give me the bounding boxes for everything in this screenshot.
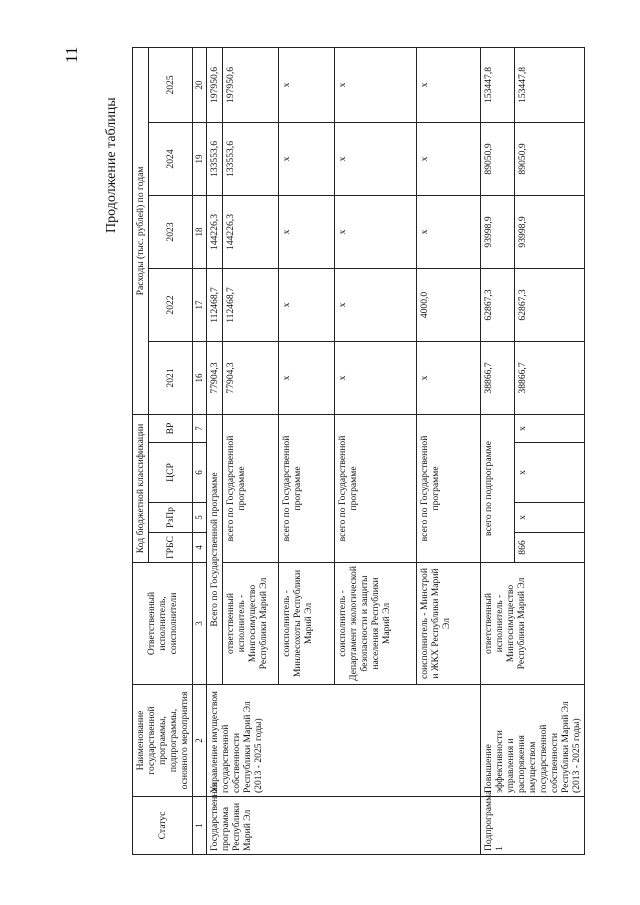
value-cell: 38866,7	[514, 341, 584, 414]
executor-cell: соисполнитель - Департамент экологической безопасности и защиты населения Республики Марий Эл	[334, 563, 416, 685]
program-total-2021: 77904,3	[206, 341, 222, 414]
header-status: Статус	[133, 797, 193, 855]
header-year-2024: 2024	[149, 122, 193, 195]
csr-cell: x	[514, 443, 584, 503]
value-cell: x	[278, 47, 334, 122]
program-status: Государственная программа Республики Марий Эл	[206, 797, 480, 855]
value-cell: x	[334, 268, 416, 341]
header-row-1	[133, 47, 149, 854]
subprogram-total-row	[480, 47, 514, 854]
column-number: 5	[193, 503, 206, 533]
value-cell: x	[334, 122, 416, 195]
column-number: 20	[193, 47, 206, 122]
value-cell: x	[416, 122, 480, 195]
column-number: 19	[193, 122, 206, 195]
value-cell: x	[416, 341, 480, 414]
executor-cell: соисполнитель - Минстрой и ЖКХ Республики Марий Эл	[416, 563, 480, 685]
column-number: 2	[193, 685, 206, 797]
column-number: 17	[193, 268, 206, 341]
executor-cell: соисполнитель - Минлесохоты Республики Марий Эл	[278, 563, 334, 685]
header-name: Наименование государственной программы, подпрограммы, основного мероприятия	[133, 685, 193, 797]
rzpr-cell: x	[514, 503, 584, 533]
value-cell: 77904,3	[222, 341, 278, 414]
value-cell: x	[278, 195, 334, 268]
value-cell: 153447,8	[514, 47, 584, 122]
column-number: 4	[193, 533, 206, 563]
column-number: 16	[193, 341, 206, 414]
header-year-2021: 2021	[149, 341, 193, 414]
program-total-row	[206, 47, 222, 854]
continuation-caption: Продолжение таблицы	[104, 97, 119, 233]
column-number: 1	[193, 797, 206, 855]
page-number: 11	[62, 46, 81, 63]
value-cell: 62867,3	[514, 268, 584, 341]
header-expenses: Расходы (тыс. рублей) по годам	[133, 47, 149, 414]
value-cell: 144226,3	[222, 195, 278, 268]
header-vr: ВР	[149, 414, 193, 442]
subprogram-total-2023: 93998,9	[480, 195, 514, 268]
header-rzpr: РзПр	[149, 503, 193, 533]
header-year-2023: 2023	[149, 195, 193, 268]
header-year-2025: 2025	[149, 47, 193, 122]
subprogram-code-label: всего по подпрограмме	[480, 414, 514, 562]
value-cell: x	[334, 47, 416, 122]
budget-table	[132, 47, 585, 855]
header-executor: Ответственный исполнитель, соисполнители	[133, 563, 193, 685]
value-cell: 4000,0	[416, 268, 480, 341]
vr-cell: x	[514, 414, 584, 442]
program-total-2022: 112468,7	[206, 268, 222, 341]
code-label-cell: всего по Государственной программе	[416, 414, 480, 562]
value-cell: 89050,9	[514, 122, 584, 195]
program-total-2024: 133553,6	[206, 122, 222, 195]
program-name: Управление имуществом государственной собственности Республики Марий Эл (2013 - 2025 годы)	[206, 685, 480, 797]
value-cell: x	[334, 341, 416, 414]
value-cell: x	[416, 47, 480, 122]
program-total-2025: 197950,6	[206, 47, 222, 122]
value-cell: 197950,6	[222, 47, 278, 122]
value-cell: 133553,6	[222, 122, 278, 195]
header-csr: ЦСР	[149, 443, 193, 503]
subprogram-total-2025: 153447,8	[480, 47, 514, 122]
column-number: 18	[193, 195, 206, 268]
column-number: 3	[193, 563, 206, 685]
header-budget-code: Код бюджетной классификации	[133, 414, 149, 562]
subprogram-total-2022: 62867,3	[480, 268, 514, 341]
grbs-cell: 866	[514, 533, 584, 563]
code-label-cell: всего по Государственной программе	[222, 414, 278, 562]
value-cell: 93998,9	[514, 195, 584, 268]
value-cell: x	[278, 122, 334, 195]
program-total-label: Всего по Государственной программе	[206, 414, 222, 684]
code-label-cell: всего по Государственной программе	[334, 414, 416, 562]
subprogram-executor: ответственный исполнитель - Мингосимущество Республики Марий Эл	[480, 563, 584, 685]
column-number: 6	[193, 443, 206, 503]
value-cell: 112468,7	[222, 268, 278, 341]
header-grbs: ГРБС	[149, 533, 193, 563]
subprogram-status: Подпрограмма 1	[480, 797, 584, 855]
executor-cell: ответственный исполнитель - Мингосимущество Республики Марий Эл	[222, 563, 278, 685]
code-label-cell: всего по Государственной программе	[278, 414, 334, 562]
column-number-row	[193, 47, 206, 854]
value-cell: x	[334, 195, 416, 268]
program-total-2023: 144226,3	[206, 195, 222, 268]
value-cell: x	[416, 195, 480, 268]
header-year-2022: 2022	[149, 268, 193, 341]
column-number: 7	[193, 414, 206, 442]
subprogram-total-2024: 89050,9	[480, 122, 514, 195]
subprogram-name: Повышение эффективности управления и распоряжения имуществом государственной собственности Республики Марий Эл (2013 - 2025 годы)	[480, 685, 584, 797]
value-cell: x	[278, 341, 334, 414]
subprogram-total-2021: 38866,7	[480, 341, 514, 414]
value-cell: x	[278, 268, 334, 341]
